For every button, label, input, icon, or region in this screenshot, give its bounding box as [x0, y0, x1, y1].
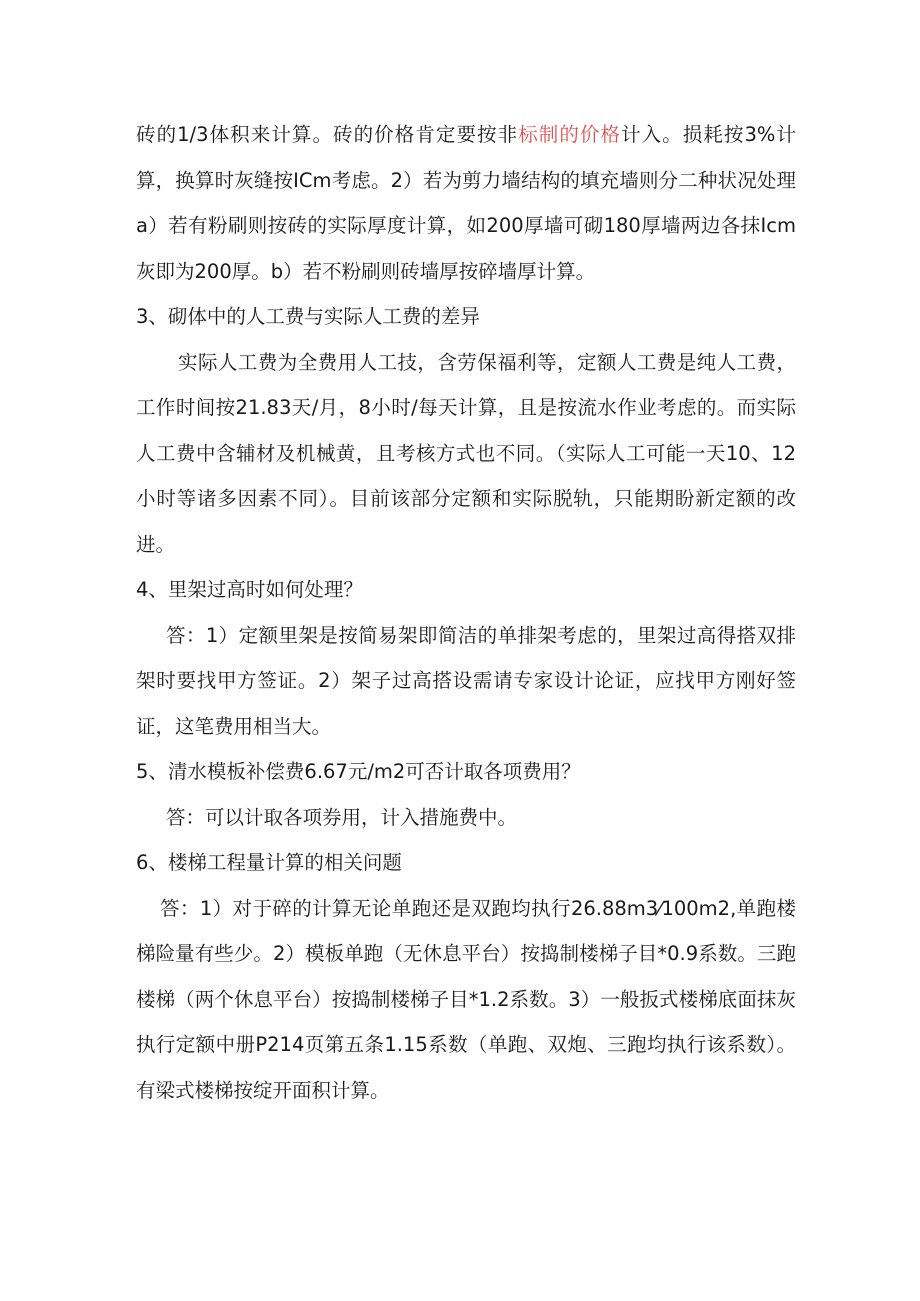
paragraph-scaffold-answer: 答：1）定额里架是按简易架即简洁的单排架考虑的，里架过高得搭双排架时要找甲方签证。2）架子过高搭设需请专家设计论证，应找甲方刚好签证，这笔费用相当大。: [136, 623, 796, 738]
section-heading-5: 5、清水模板补偿费6.67元/m2可否计取各项费用？: [136, 760, 581, 783]
paragraph-brick-calculation: [136, 112, 796, 294]
paragraph-labor-cost: 实际人工费为全费用人工技，含劳保福利等，定额人工费是纯人工费，工作时间按21.83天/月，8小时/每天计算，且是按流水作业考虑的。而实际人工费中含辅材及机械黄，且考核方式也不同。（实际人工可能一天10、12小时等诸多因素不同）。目前该部分定额和实际脱轨，只能期盼新定额的改进。: [136, 350, 796, 556]
document-body: [136, 112, 796, 1113]
paragraph-text: 砖的1/3体积来计算。砖的价格肯定要按非: [136, 123, 519, 146]
paragraph-formwork-answer: 答：可以计取各项券用，计入措施费中。: [166, 805, 518, 829]
section-heading-4: 4、里架过高时如何处理？: [136, 578, 363, 601]
highlighted-text: 标制的价格: [518, 123, 622, 146]
section-heading-6: 6、楼梯工程量计算的相关问题: [136, 851, 402, 874]
paragraph-stair-answer: 答：1）对于碎的计算无论单跑还是双跑均执行26.88m3⁄100m2,单跑楼梯险量有些少。2）模板单跑（无休息平台）按捣制楼梯子目*0.9系数。三跑楼梯（两个休息平台）按捣制楼梯子目*1.2系数。3）一般扳式楼梯底面抹灰执行定额中册P214页第五条1.15系数（单跑、双炮、三跑均执行该系数）。有梁式楼梯按绽开面积计算。: [136, 896, 796, 1102]
section-heading-3: 3、砌体中的人工费与实际人工费的差异: [136, 305, 480, 328]
paragraph-text: 计入。损耗按3%计算，换算时灰缝按ICm考虑。2）若为剪力墙结构的填充墙则分二种状况处理a）若有粉刷则按砖的实际厚度计算，如200厚墙可砌180厚墙两边各抹Icm灰即为200厚。b）若不粉刷则砖墙厚按碎墙厚计算。: [136, 123, 797, 283]
